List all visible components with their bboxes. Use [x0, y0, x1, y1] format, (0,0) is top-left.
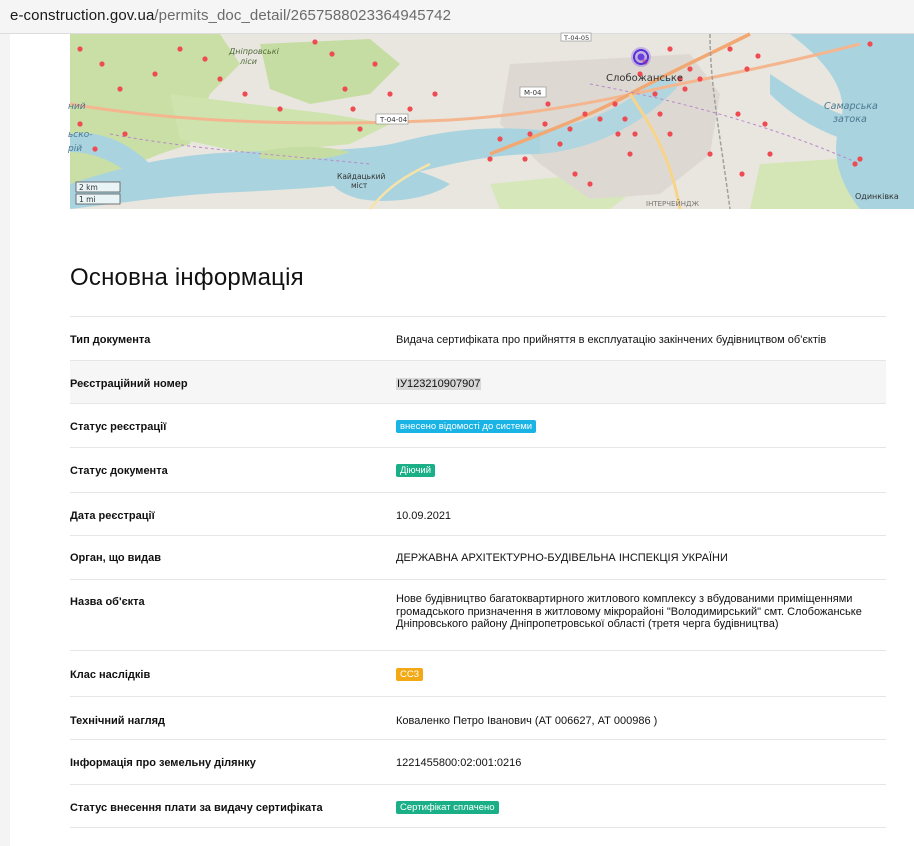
map-label-partial-3: рій: [68, 144, 83, 154]
row-reg-number: [70, 360, 886, 403]
status-badge: Діючий: [396, 464, 435, 477]
status-badge: внесено відомості до системи: [396, 420, 536, 433]
section-title: Основна інформація: [70, 264, 304, 291]
map-label-samarska-2: затока: [833, 114, 867, 125]
row-issuer: [70, 535, 886, 579]
scale-mi: 1 mi: [79, 195, 96, 204]
map-label-kaidatskyi-1: Кайдацький: [337, 172, 386, 181]
road-label-t0405: Т-04-05: [564, 34, 590, 42]
map-view[interactable]: [70, 34, 914, 209]
row-land-plot: [70, 739, 886, 784]
row-value: 1221455800:02:001:0216: [396, 757, 522, 769]
left-gutter: [0, 34, 10, 846]
row-label: Статус документа: [70, 465, 168, 477]
row-label: Інформація про земельну ділянку: [70, 757, 256, 769]
road-label-t0404: Т-04-04: [380, 116, 408, 124]
selected-marker[interactable]: [631, 47, 651, 67]
row-label: Назва об'єкта: [70, 596, 145, 608]
map-label-dniprovski-1: Дніпровські: [229, 47, 279, 56]
url-path: /permits_doc_detail/2657588023364945742: [154, 7, 452, 24]
road-label-m04: М-04: [524, 89, 542, 97]
scale-km: 2 km: [79, 183, 98, 192]
row-value: ДЕРЖАВНА АРХІТЕКТУРНО-БУДІВЕЛЬНА ІНСПЕКЦІЯ УКРАЇНИ: [396, 552, 728, 564]
url-host: e-construction.gov.ua: [10, 7, 155, 24]
row-label: Технічний нагляд: [70, 715, 166, 727]
row-label: Клас наслідків: [70, 669, 151, 681]
row-value: Видача сертифіката про прийняття в експлуатацію закінчених будівництвом об'єктів: [396, 334, 827, 346]
row-label: Статус реєстрації: [70, 421, 167, 433]
map-canvas[interactable]: [70, 34, 914, 209]
reg-number[interactable]: ІУ123210907907: [397, 378, 481, 390]
row-label: Тип документа: [70, 334, 151, 346]
row-doc-type: [70, 316, 886, 360]
payment-badge: Сертифікат сплачено: [396, 801, 499, 814]
row-label: Статус внесення плати за видачу сертифіката: [70, 802, 323, 814]
map-label-partial-1: ний: [68, 102, 86, 112]
info-table: [70, 316, 886, 828]
row-object-name: [70, 579, 886, 650]
map-label-interchange: ІНТЕРЧЕЙНДЖ: [646, 200, 699, 208]
row-value-wrap: [396, 801, 888, 814]
row-reg-date: [70, 492, 886, 535]
row-value-wrap: [396, 420, 888, 433]
row-consequence-class: [70, 650, 886, 696]
row-payment-status: [70, 784, 886, 828]
class-badge: СС3: [396, 668, 423, 681]
address-bar[interactable]: [0, 0, 914, 34]
map-label-kaidatskyi-2: міст: [351, 181, 368, 190]
row-label: Орган, що видав: [70, 552, 162, 564]
row-value-wrap: [396, 464, 888, 477]
row-value: Коваленко Петро Іванович (АТ 006627, АТ 000986 ): [396, 715, 658, 727]
row-label: Реєстраційний номер: [70, 378, 188, 390]
map-label-samarska-1: Самарська: [824, 101, 878, 112]
row-value: 10.09.2021: [396, 510, 452, 522]
row-value: Нове будівництво багатоквартирного житлового комплексу з вбудованими приміщеннями громадського призначення в житловому мікрорайоні "Володимирський" смт. Слобожанське Дніпровського району Дніпропетровської області (третя черга будівництва): [396, 593, 862, 630]
row-doc-status: [70, 447, 886, 492]
map-label-dniprovski-2: ліси: [240, 57, 257, 66]
row-label: Дата реєстрації: [70, 510, 155, 522]
map-label-slobozhanske: Слобожанське: [606, 73, 684, 84]
map-label-odynkivka: Одинківка: [855, 192, 899, 201]
map-label-partial-2: ьско-: [68, 130, 93, 140]
row-value-wrap: [396, 668, 888, 681]
row-tech-supervision: [70, 696, 886, 739]
row-reg-status: [70, 403, 886, 447]
row-value-wrap: [396, 378, 888, 391]
url-text[interactable]: [10, 7, 451, 24]
